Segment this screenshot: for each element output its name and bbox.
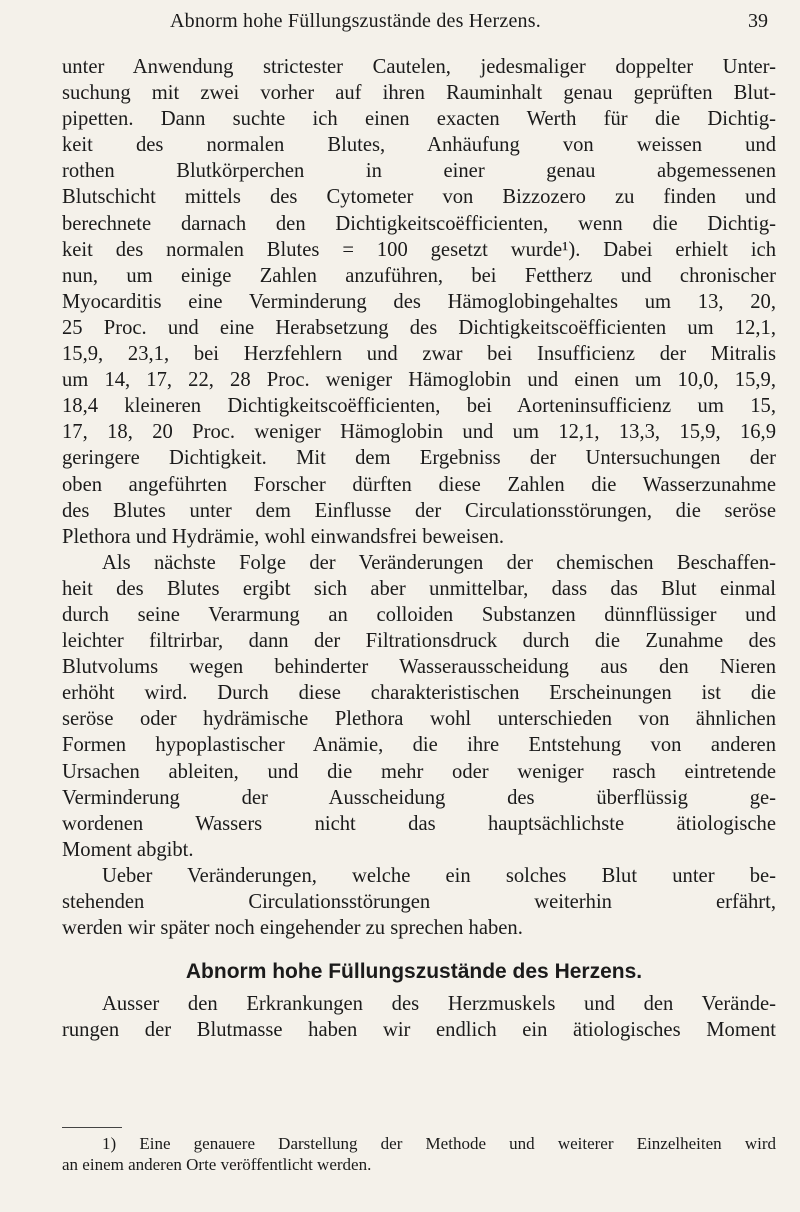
body-text <box>62 54 776 1043</box>
text-line: Blutschicht mittels des Cytometer von Bizzozero zu finden und <box>62 186 776 209</box>
text-line: seröse oder hydrämische Plethora wohl unterschieden von ähnlichen <box>62 708 776 731</box>
text-line: Ursachen ableiten, und die mehr oder weniger rasch eintretende <box>62 760 776 783</box>
text-line: durch seine Verarmung an colloiden Substanzen dünnflüssiger und <box>62 603 776 626</box>
text-line: 15,9, 23,1, bei Herzfehlern und zwar bei Insufficienz der Mitralis <box>62 343 776 366</box>
text-line: Ausser den Erkrankungen des Herzmuskels und den Verände- <box>102 993 776 1016</box>
text-line: Plethora und Hydrämie, wohl einwandsfrei beweisen. <box>62 525 505 548</box>
text-line: Als nächste Folge der Veränderungen der chemischen Beschaffen- <box>102 551 776 574</box>
text-line: 17, 18, 20 Proc. weniger Hämoglobin und um 12,1, 13,3, 15,9, 16,9 <box>62 421 776 444</box>
page-header <box>0 8 800 38</box>
text-line: keit des normalen Blutes = 100 gesetzt wurde¹). Dabei erhielt ich <box>62 238 776 261</box>
text-line: leichter filtrirbar, dann der Filtrationsdruck durch die Zunahme des <box>62 630 776 653</box>
text-line: um 14, 17, 22, 28 Proc. weniger Hämoglobin und einen um 10,0, 15,9, <box>62 369 776 392</box>
text-line: suchung mit zwei vorher auf ihren Rauminhalt genau geprüften Blut- <box>62 82 776 105</box>
text-line: heit des Blutes ergibt sich aber unmittelbar, dass das Blut einmal <box>62 577 776 600</box>
text-line: rungen der Blutmasse haben wir endlich ein ätiologisches Moment <box>62 1019 776 1042</box>
text-line: Formen hypoplastischer Anämie, die ihre Entstehung von anderen <box>62 734 776 757</box>
text-line: unter Anwendung strictester Cautelen, jedesmaliger doppelter Unter- <box>62 56 776 78</box>
text-line: keit des normalen Blutes, Anhäufung von weissen und <box>62 134 776 157</box>
running-title: Abnorm hohe Füllungszustände des Herzens. <box>170 10 541 32</box>
text-line: Verminderung der Ausscheidung des überflüssig ge- <box>62 786 776 809</box>
text-line: nun, um einige Zahlen anzuführen, bei Fettherz und chronischer <box>62 264 776 287</box>
text-line: pipetten. Dann suchte ich einen exacten Werth für die Dichtig- <box>62 108 776 131</box>
footnote <box>62 1133 776 1175</box>
text-line: Ueber Veränderungen, welche ein solches Blut unter be- <box>102 864 776 887</box>
text-line: werden wir später noch eingehender zu sprechen haben. <box>62 917 523 940</box>
text-line: Moment abgibt. <box>62 838 194 861</box>
section-heading: Abnorm hohe Füllungszustände des Herzens. <box>185 960 643 984</box>
footnote-line: an einem anderen Orte veröffentlicht werden. <box>62 1155 372 1174</box>
footnote-line: 1) Eine genauere Darstellung der Methode und weiterer Einzelheiten wird <box>102 1134 776 1153</box>
text-line: oben angeführten Forscher dürften diese Zahlen die Wasserzunahme <box>62 473 776 496</box>
text-line: wordenen Wassers nicht das hauptsächlichste ätiologische <box>62 812 776 835</box>
text-line: geringere Dichtigkeit. Mit dem Ergebniss der Untersuchungen der <box>62 447 776 470</box>
page-number: 39 <box>748 10 768 32</box>
text-line: des Blutes unter dem Einflusse der Circulationsstörungen, die seröse <box>62 499 776 522</box>
text-line: erhöht wird. Durch diese charakteristischen Erscheinungen ist die <box>62 682 776 705</box>
footnote-divider <box>62 1127 122 1128</box>
text-line: 25 Proc. und eine Herabsetzung des Dichtigkeitscoëfficienten um 12,1, <box>62 316 776 339</box>
text-line: Myocarditis eine Verminderung des Hämoglobingehaltes um 13, 20, <box>62 290 776 313</box>
text-line: Blutvolums wegen behinderter Wasserausscheidung aus den Nieren <box>62 656 776 679</box>
text-line: rothen Blutkörperchen in einer genau abgemessenen <box>62 160 776 183</box>
text-line: berechnete darnach den Dichtigkeitscoëfficienten, wenn die Dichtig- <box>62 212 776 235</box>
text-line: stehenden Circulationsstörungen weiterhin erfährt, <box>62 891 776 913</box>
text-line: 18,4 kleineren Dichtigkeitscoëfficienten, bei Aorteninsufficienz um 15, <box>62 395 776 418</box>
